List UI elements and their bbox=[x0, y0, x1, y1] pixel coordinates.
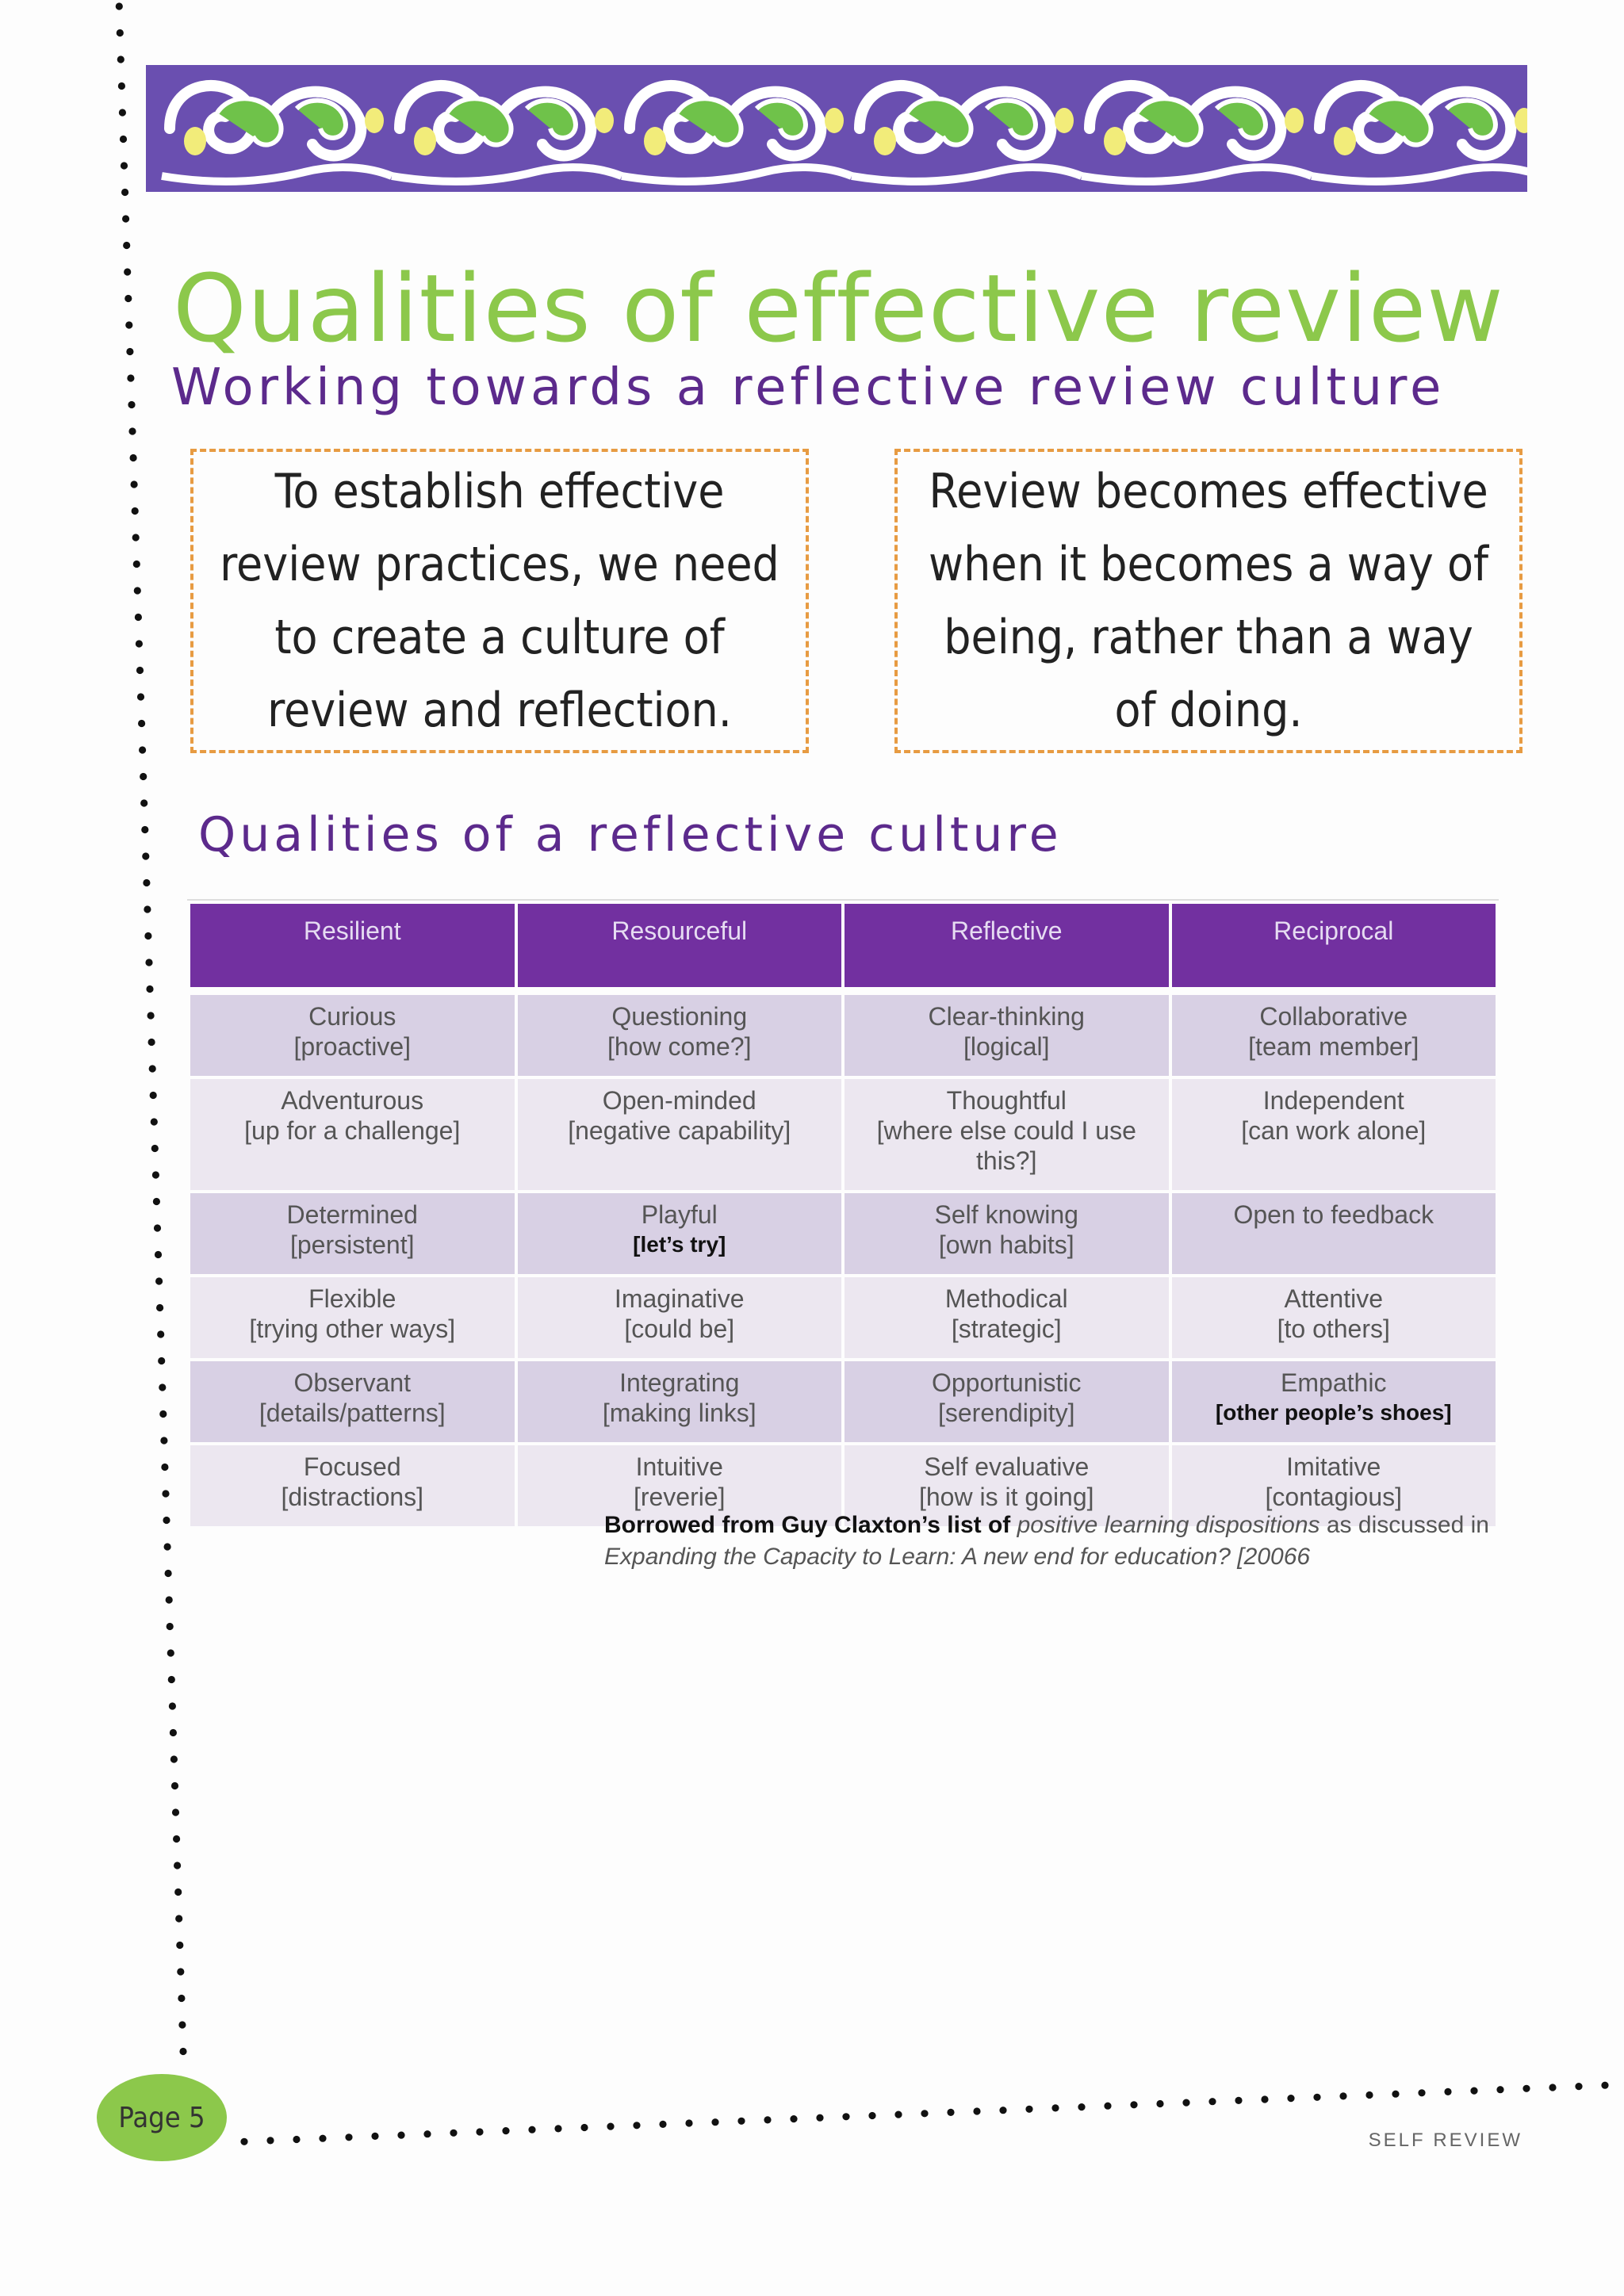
dot bbox=[1365, 2091, 1373, 2099]
column-header-reciprocal: Reciprocal bbox=[1172, 904, 1496, 987]
page-subtitle: Working towards a reflective review culture bbox=[171, 358, 1446, 417]
dot bbox=[155, 1251, 162, 1258]
dot bbox=[476, 2128, 483, 2135]
dot bbox=[345, 2133, 352, 2141]
dot bbox=[117, 55, 124, 63]
dot bbox=[151, 1118, 158, 1125]
dot bbox=[126, 348, 133, 355]
dot bbox=[140, 773, 147, 780]
dot bbox=[163, 1517, 170, 1524]
table-cell: Flexible [trying other ways] bbox=[190, 1277, 515, 1358]
dot bbox=[130, 454, 137, 461]
table-cell: Observant [details/patterns] bbox=[190, 1361, 515, 1442]
table-cell: Curious [proactive] bbox=[190, 995, 515, 1076]
dot bbox=[125, 321, 132, 328]
dot bbox=[161, 1464, 168, 1471]
dot bbox=[159, 1383, 166, 1391]
column-header-resourceful: Resourceful bbox=[518, 904, 842, 987]
citation-prefix: Borrowed from Guy Claxton’s list of bbox=[604, 1512, 1011, 1538]
dot bbox=[167, 1623, 174, 1630]
page-number-badge: Page 5 bbox=[97, 2074, 227, 2161]
dot bbox=[1025, 2106, 1032, 2113]
dot bbox=[1104, 2103, 1111, 2110]
dot bbox=[132, 534, 140, 541]
dot bbox=[148, 1039, 155, 1046]
table-cell: Imaginative [could be] bbox=[518, 1277, 842, 1358]
dot bbox=[173, 1835, 180, 1843]
dot bbox=[528, 2126, 535, 2133]
dot bbox=[122, 215, 129, 222]
dot bbox=[423, 2130, 431, 2137]
dot bbox=[1522, 2085, 1530, 2092]
dot bbox=[1208, 2098, 1216, 2105]
dot bbox=[169, 1702, 176, 1709]
dot bbox=[142, 852, 149, 859]
dot bbox=[790, 2115, 797, 2122]
quote-box-culture: To establish effective review practices, we need to create a culture of review and reflection. bbox=[190, 449, 809, 753]
dot bbox=[152, 1171, 159, 1178]
table-cell: Focused [distractions] bbox=[190, 1445, 515, 1526]
table-cell: Questioning [how come?] bbox=[518, 995, 842, 1076]
table-cell: Open to feedback bbox=[1172, 1193, 1496, 1274]
dot bbox=[1287, 2095, 1294, 2102]
dot bbox=[146, 985, 153, 993]
dot bbox=[868, 2112, 875, 2119]
dot bbox=[1339, 2092, 1346, 2099]
citation-emphasis: positive learning dispositions bbox=[1017, 1512, 1320, 1538]
table-row bbox=[190, 1277, 1496, 1358]
dot bbox=[266, 2137, 274, 2144]
table-cell: Collaborative [team member] bbox=[1172, 995, 1496, 1076]
dot bbox=[179, 2048, 186, 2055]
dot bbox=[168, 1676, 175, 1683]
dot bbox=[973, 2107, 980, 2114]
dot bbox=[131, 480, 138, 488]
dot bbox=[116, 2, 123, 10]
dot bbox=[117, 29, 124, 36]
dot bbox=[164, 1543, 171, 1550]
dot bbox=[153, 1198, 160, 1205]
dot bbox=[1496, 2086, 1503, 2093]
dot bbox=[127, 374, 134, 381]
dot bbox=[124, 295, 132, 302]
dot bbox=[580, 2124, 588, 2131]
dot bbox=[1182, 2099, 1189, 2107]
table-row bbox=[190, 1361, 1496, 1442]
table-row bbox=[190, 995, 1496, 1076]
table-cell: Intuitive [reverie] bbox=[518, 1445, 842, 1526]
dot bbox=[921, 2110, 928, 2117]
dot bbox=[123, 242, 130, 249]
dot bbox=[167, 1649, 174, 1656]
dot bbox=[177, 1968, 184, 1975]
dot bbox=[240, 2138, 247, 2145]
dot bbox=[140, 799, 147, 806]
dot bbox=[554, 2125, 561, 2132]
dot bbox=[124, 268, 131, 275]
dot bbox=[711, 2118, 718, 2126]
table-cell: Open-minded [negative capability] bbox=[518, 1079, 842, 1190]
dot bbox=[1156, 2100, 1163, 2107]
table-cell: Empathic [other people’s shoes] bbox=[1172, 1361, 1496, 1442]
dot bbox=[132, 507, 139, 515]
dot bbox=[133, 561, 140, 568]
dot bbox=[135, 614, 142, 621]
dot bbox=[1418, 2089, 1425, 2096]
dot bbox=[138, 720, 145, 727]
table-cell: Adventurous [up for a challenge] bbox=[190, 1079, 515, 1190]
dot bbox=[1051, 2104, 1059, 2111]
dot bbox=[128, 427, 136, 434]
dot bbox=[156, 1304, 163, 1311]
citation bbox=[604, 1510, 1540, 1573]
dot bbox=[144, 905, 151, 913]
dot bbox=[170, 1755, 178, 1762]
dot bbox=[147, 1012, 155, 1019]
table-cell: Playful [let’s try] bbox=[518, 1193, 842, 1274]
dot bbox=[151, 1145, 159, 1152]
citation-book: Expanding the Capacity to Learn: A new end for education? [20066 bbox=[604, 1544, 1311, 1570]
dot bbox=[1549, 2084, 1556, 2091]
dot bbox=[134, 587, 141, 594]
dot bbox=[1130, 2101, 1137, 2108]
dot bbox=[157, 1330, 164, 1337]
dot bbox=[119, 109, 126, 116]
qualities-table bbox=[187, 899, 1499, 1529]
dot bbox=[659, 2121, 666, 2128]
dot bbox=[178, 2021, 186, 2028]
dot bbox=[176, 1942, 183, 1949]
dot bbox=[171, 1782, 178, 1789]
dot bbox=[1313, 2094, 1320, 2101]
kowhaiwhai-pattern-icon bbox=[146, 65, 1527, 192]
dot bbox=[607, 2123, 614, 2130]
dot bbox=[166, 1596, 173, 1603]
dot bbox=[159, 1410, 167, 1418]
table-row bbox=[190, 1193, 1496, 1274]
dot bbox=[158, 1357, 165, 1364]
dot bbox=[816, 2114, 823, 2122]
dot bbox=[154, 1224, 161, 1231]
dot bbox=[118, 82, 125, 90]
dot bbox=[150, 1092, 157, 1099]
dot bbox=[144, 932, 151, 939]
decorative-banner bbox=[146, 65, 1527, 192]
dot bbox=[1261, 2095, 1268, 2103]
table-cell: Integrating [making links] bbox=[518, 1361, 842, 1442]
column-header-reflective: Reflective bbox=[845, 904, 1169, 987]
table-cell: Thoughtful [where else could I use this?] bbox=[845, 1079, 1169, 1190]
dot bbox=[165, 1570, 172, 1577]
dot bbox=[143, 879, 150, 886]
section-heading: Qualities of a reflective culture bbox=[198, 807, 1063, 863]
table-cell: Determined [persistent] bbox=[190, 1193, 515, 1274]
table-cell: Attentive [to others] bbox=[1172, 1277, 1496, 1358]
column-header-resilient: Resilient bbox=[190, 904, 515, 987]
table-cell: Imitative [contagious] bbox=[1172, 1445, 1496, 1526]
dot bbox=[371, 2133, 378, 2140]
dot bbox=[947, 2109, 954, 2116]
dot bbox=[121, 162, 128, 169]
dot bbox=[999, 2107, 1006, 2114]
dot bbox=[450, 2130, 457, 2137]
dot bbox=[633, 2122, 640, 2129]
dot bbox=[842, 2113, 849, 2120]
dot bbox=[293, 2136, 300, 2143]
dot bbox=[137, 693, 144, 700]
table-cell: Methodical [strategic] bbox=[845, 1277, 1169, 1358]
dot bbox=[502, 2127, 509, 2134]
table-cell: Independent [can work alone] bbox=[1172, 1079, 1496, 1190]
dot bbox=[1470, 2087, 1477, 2095]
dot bbox=[136, 640, 143, 647]
dot bbox=[175, 1915, 182, 1922]
table-row bbox=[190, 1079, 1496, 1190]
dot bbox=[397, 2132, 404, 2139]
page-title: Qualities of effective review bbox=[173, 254, 1504, 363]
dot bbox=[141, 826, 148, 833]
dot bbox=[894, 2111, 902, 2118]
dot bbox=[160, 1437, 167, 1444]
dot bbox=[121, 189, 128, 196]
dot bbox=[174, 1862, 181, 1869]
dot bbox=[172, 1808, 179, 1816]
dot bbox=[120, 136, 127, 143]
dot bbox=[1235, 2097, 1242, 2104]
dot bbox=[764, 2116, 771, 2123]
dot bbox=[1601, 2082, 1608, 2089]
dot bbox=[685, 2119, 692, 2126]
table-cell: Opportunistic [serendipity] bbox=[845, 1361, 1169, 1442]
dot bbox=[128, 401, 135, 408]
dot bbox=[737, 2118, 745, 2125]
dot bbox=[145, 959, 152, 966]
dot bbox=[319, 2135, 326, 2142]
dot bbox=[155, 1277, 163, 1284]
dot bbox=[162, 1490, 169, 1497]
footer-label: SELF REVIEW bbox=[1368, 2130, 1522, 2151]
dot bbox=[1078, 2103, 1085, 2110]
table-cell: Clear-thinking [logical] bbox=[845, 995, 1169, 1076]
dot bbox=[1575, 2083, 1582, 2090]
dot bbox=[170, 1729, 177, 1736]
dot bbox=[149, 1065, 156, 1072]
dot bbox=[139, 746, 146, 753]
table-cell: Self knowing [own habits] bbox=[845, 1193, 1169, 1274]
quote-box-way-of-being: Review becomes effective when it becomes a way of being, rather than a way of doing. bbox=[894, 449, 1522, 753]
dot bbox=[1392, 2091, 1399, 2098]
dot bbox=[178, 1995, 185, 2002]
dot bbox=[136, 667, 144, 674]
dot bbox=[1444, 2088, 1451, 2095]
table-cell: Self evaluative [how is it going] bbox=[845, 1445, 1169, 1526]
dot bbox=[174, 1888, 182, 1896]
citation-suffix: as discussed in bbox=[1326, 1512, 1489, 1538]
